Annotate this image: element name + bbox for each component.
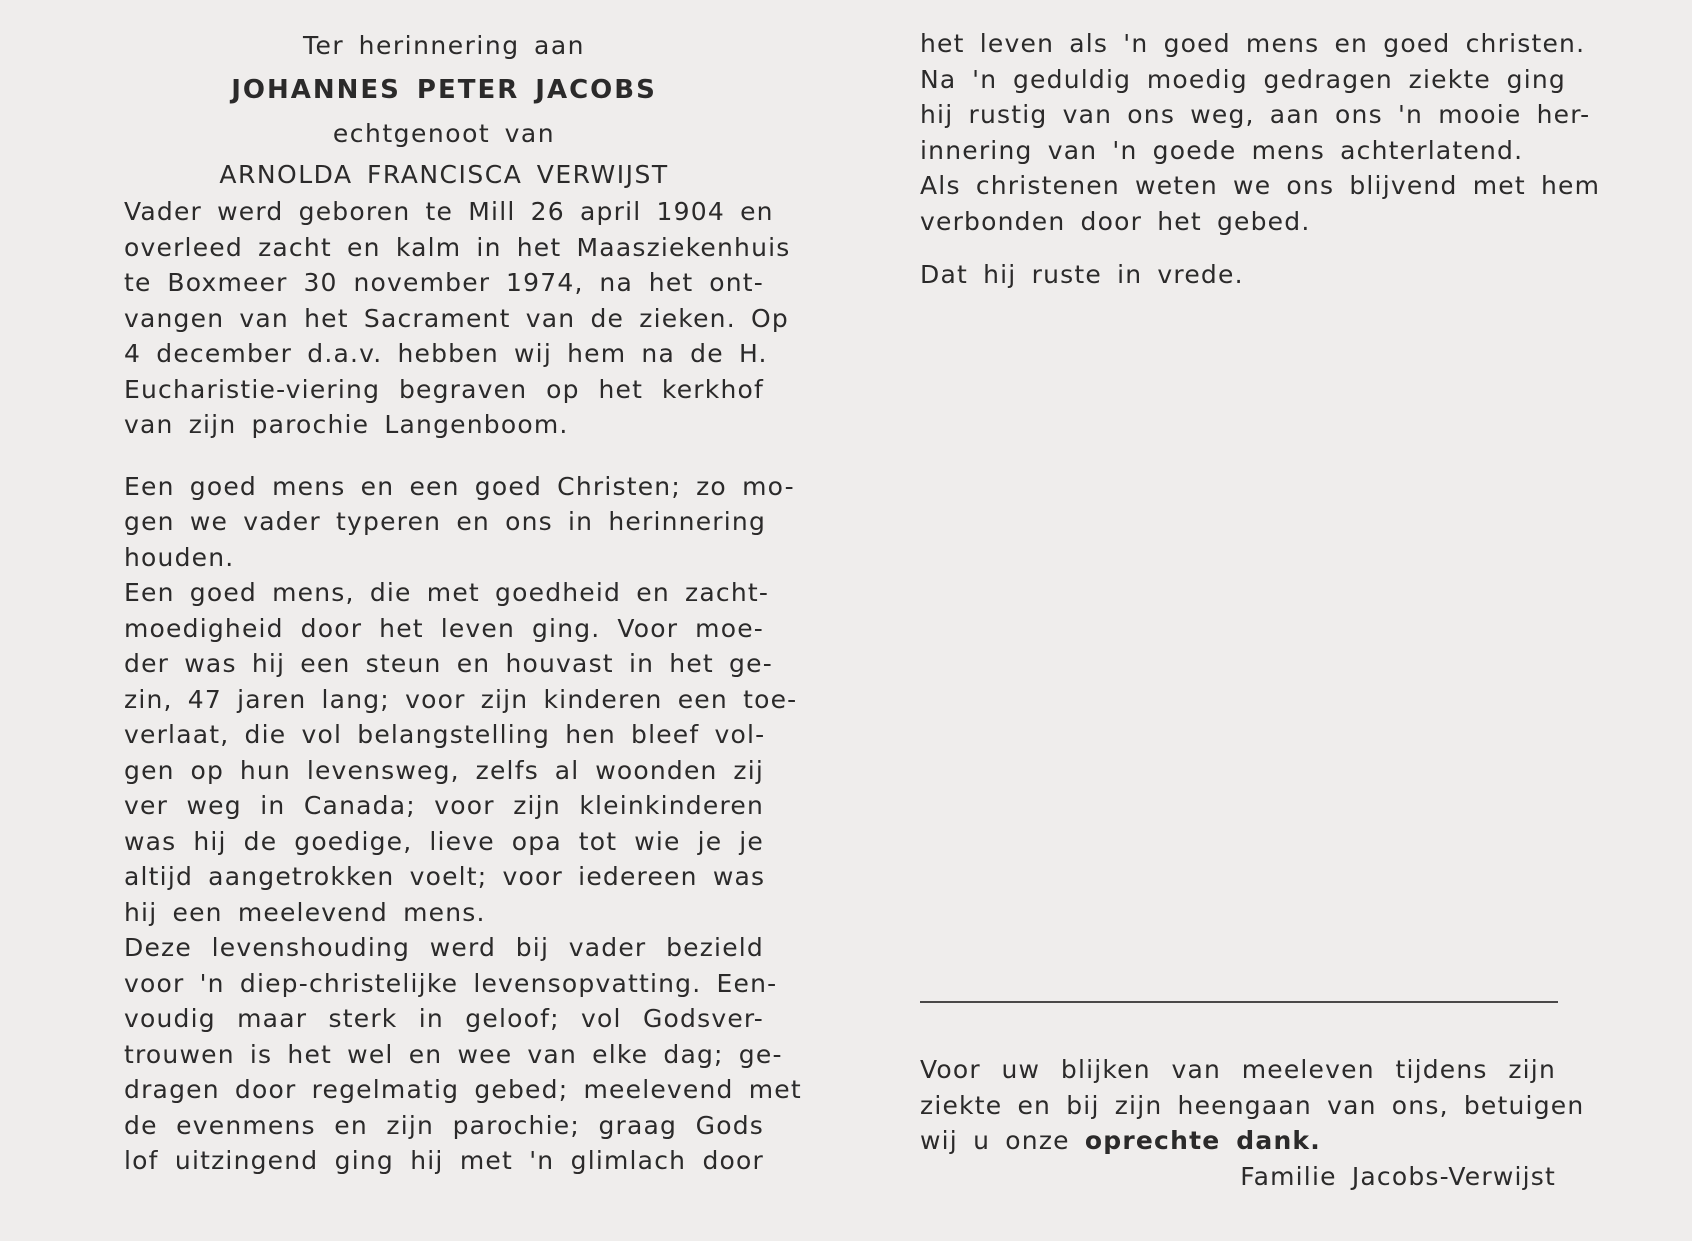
thanks-line <box>920 1123 1556 1159</box>
left-body-text <box>124 194 802 1179</box>
spouse-name: ARNOLDA FRANCISCA VERWIJST <box>219 160 669 189</box>
thanks-block <box>920 1052 1585 1194</box>
relation-line: echtgenoot van <box>332 119 556 148</box>
text-line: 4 december d.a.v. hebben wij hem na de H. <box>124 339 768 368</box>
text-line: hij een meelevend mens. <box>124 897 486 927</box>
thanks-emphasis: oprechte dank. <box>1084 1126 1321 1155</box>
text-line: verbonden door het gebed. <box>920 206 1311 236</box>
text-line: altijd aangetrokken voelt; voor iedereen was <box>124 862 766 891</box>
text-line: Na 'n geduldig moedig gedragen ziekte ging <box>920 64 1566 94</box>
text-line: lof uitzingend ging hij met 'n glimlach door <box>124 1146 764 1175</box>
text-line: Als christenen weten we ons blijvend met hem <box>920 171 1601 200</box>
text-line: de evenmens en zijn parochie; graag Gods <box>124 1110 764 1140</box>
text-line: Een goed mens en een goed Christen; zo mo- <box>124 471 795 501</box>
text-line: was hij de goedige, lieve opa tot wie je je <box>124 826 764 856</box>
text-line: overleed zacht en kalm in het Maasziekenhuis <box>124 232 791 262</box>
text-line: Dat hij ruste in vrede. <box>920 260 1244 289</box>
text-line: zin, 47 jaren lang; voor zijn kinderen een toe- <box>124 684 798 714</box>
left-column <box>124 24 802 1179</box>
text-line: voor 'n diep-christelijke levensopvatting. Een- <box>124 968 778 998</box>
thanks-line: ziekte en bij zijn heengaan van ons, betuigen <box>920 1090 1585 1120</box>
right-column <box>920 26 1601 293</box>
text-line: te Boxmeer 30 november 1974, na het ont- <box>124 268 764 297</box>
thanks-line: Voor uw blijken van meeleven tijdens zijn <box>920 1055 1556 1084</box>
text-line: ver weg in Canada; voor zijn kleinkinderen <box>124 791 764 820</box>
family-signature: Familie Jacobs-Verwijst <box>1240 1161 1556 1191</box>
text-line: gen we vader typeren en ons in herinnering <box>124 507 767 536</box>
text-line: hij rustig van ons weg, aan ons 'n mooie her- <box>920 100 1591 129</box>
intro-line: Ter herinnering aan <box>302 31 586 60</box>
text-line: Eucharistie-viering begraven op het kerkhof <box>124 374 764 404</box>
thanks-line-start: wij u onze <box>920 1126 1070 1155</box>
text-line: voudig maar sterk in geloof; vol Godsver- <box>124 1004 764 1033</box>
paragraph-gap <box>124 443 764 469</box>
text-line: trouwen is het wel en wee van elke dag; ge- <box>124 1039 783 1069</box>
text-line: van zijn parochie Langenboom. <box>124 410 569 439</box>
text-line: Deze levenshouding werd bij vader bezield <box>124 933 764 962</box>
paragraph-gap <box>920 239 1566 257</box>
text-line: innering van 'n goede mens achterlatend. <box>920 135 1524 165</box>
text-line: vangen van het Sacrament van de zieken. Op <box>124 303 789 333</box>
text-line: der was hij een steun en houvast in het ge- <box>124 649 773 678</box>
text-line: houden. <box>124 542 235 572</box>
text-line: dragen door regelmatig gebed; meelevend met <box>124 1075 802 1104</box>
text-line: gen op hun levensweg, zelfs al woonden zij <box>124 755 764 785</box>
text-line: moedigheid door het leven ging. Voor moe- <box>124 613 764 643</box>
text-line: het leven als 'n goed mens en goed christen. <box>920 29 1586 58</box>
text-line: Een goed mens, die met goedheid en zacht- <box>124 578 770 607</box>
text-line: verlaat, die vol belangstelling hen bleef vol- <box>124 720 766 749</box>
divider-line <box>920 1001 1558 1003</box>
deceased-name: JOHANNES PETER JACOBS <box>231 75 657 105</box>
text-line: Vader werd geboren te Mill 26 april 1904 en <box>124 197 774 226</box>
